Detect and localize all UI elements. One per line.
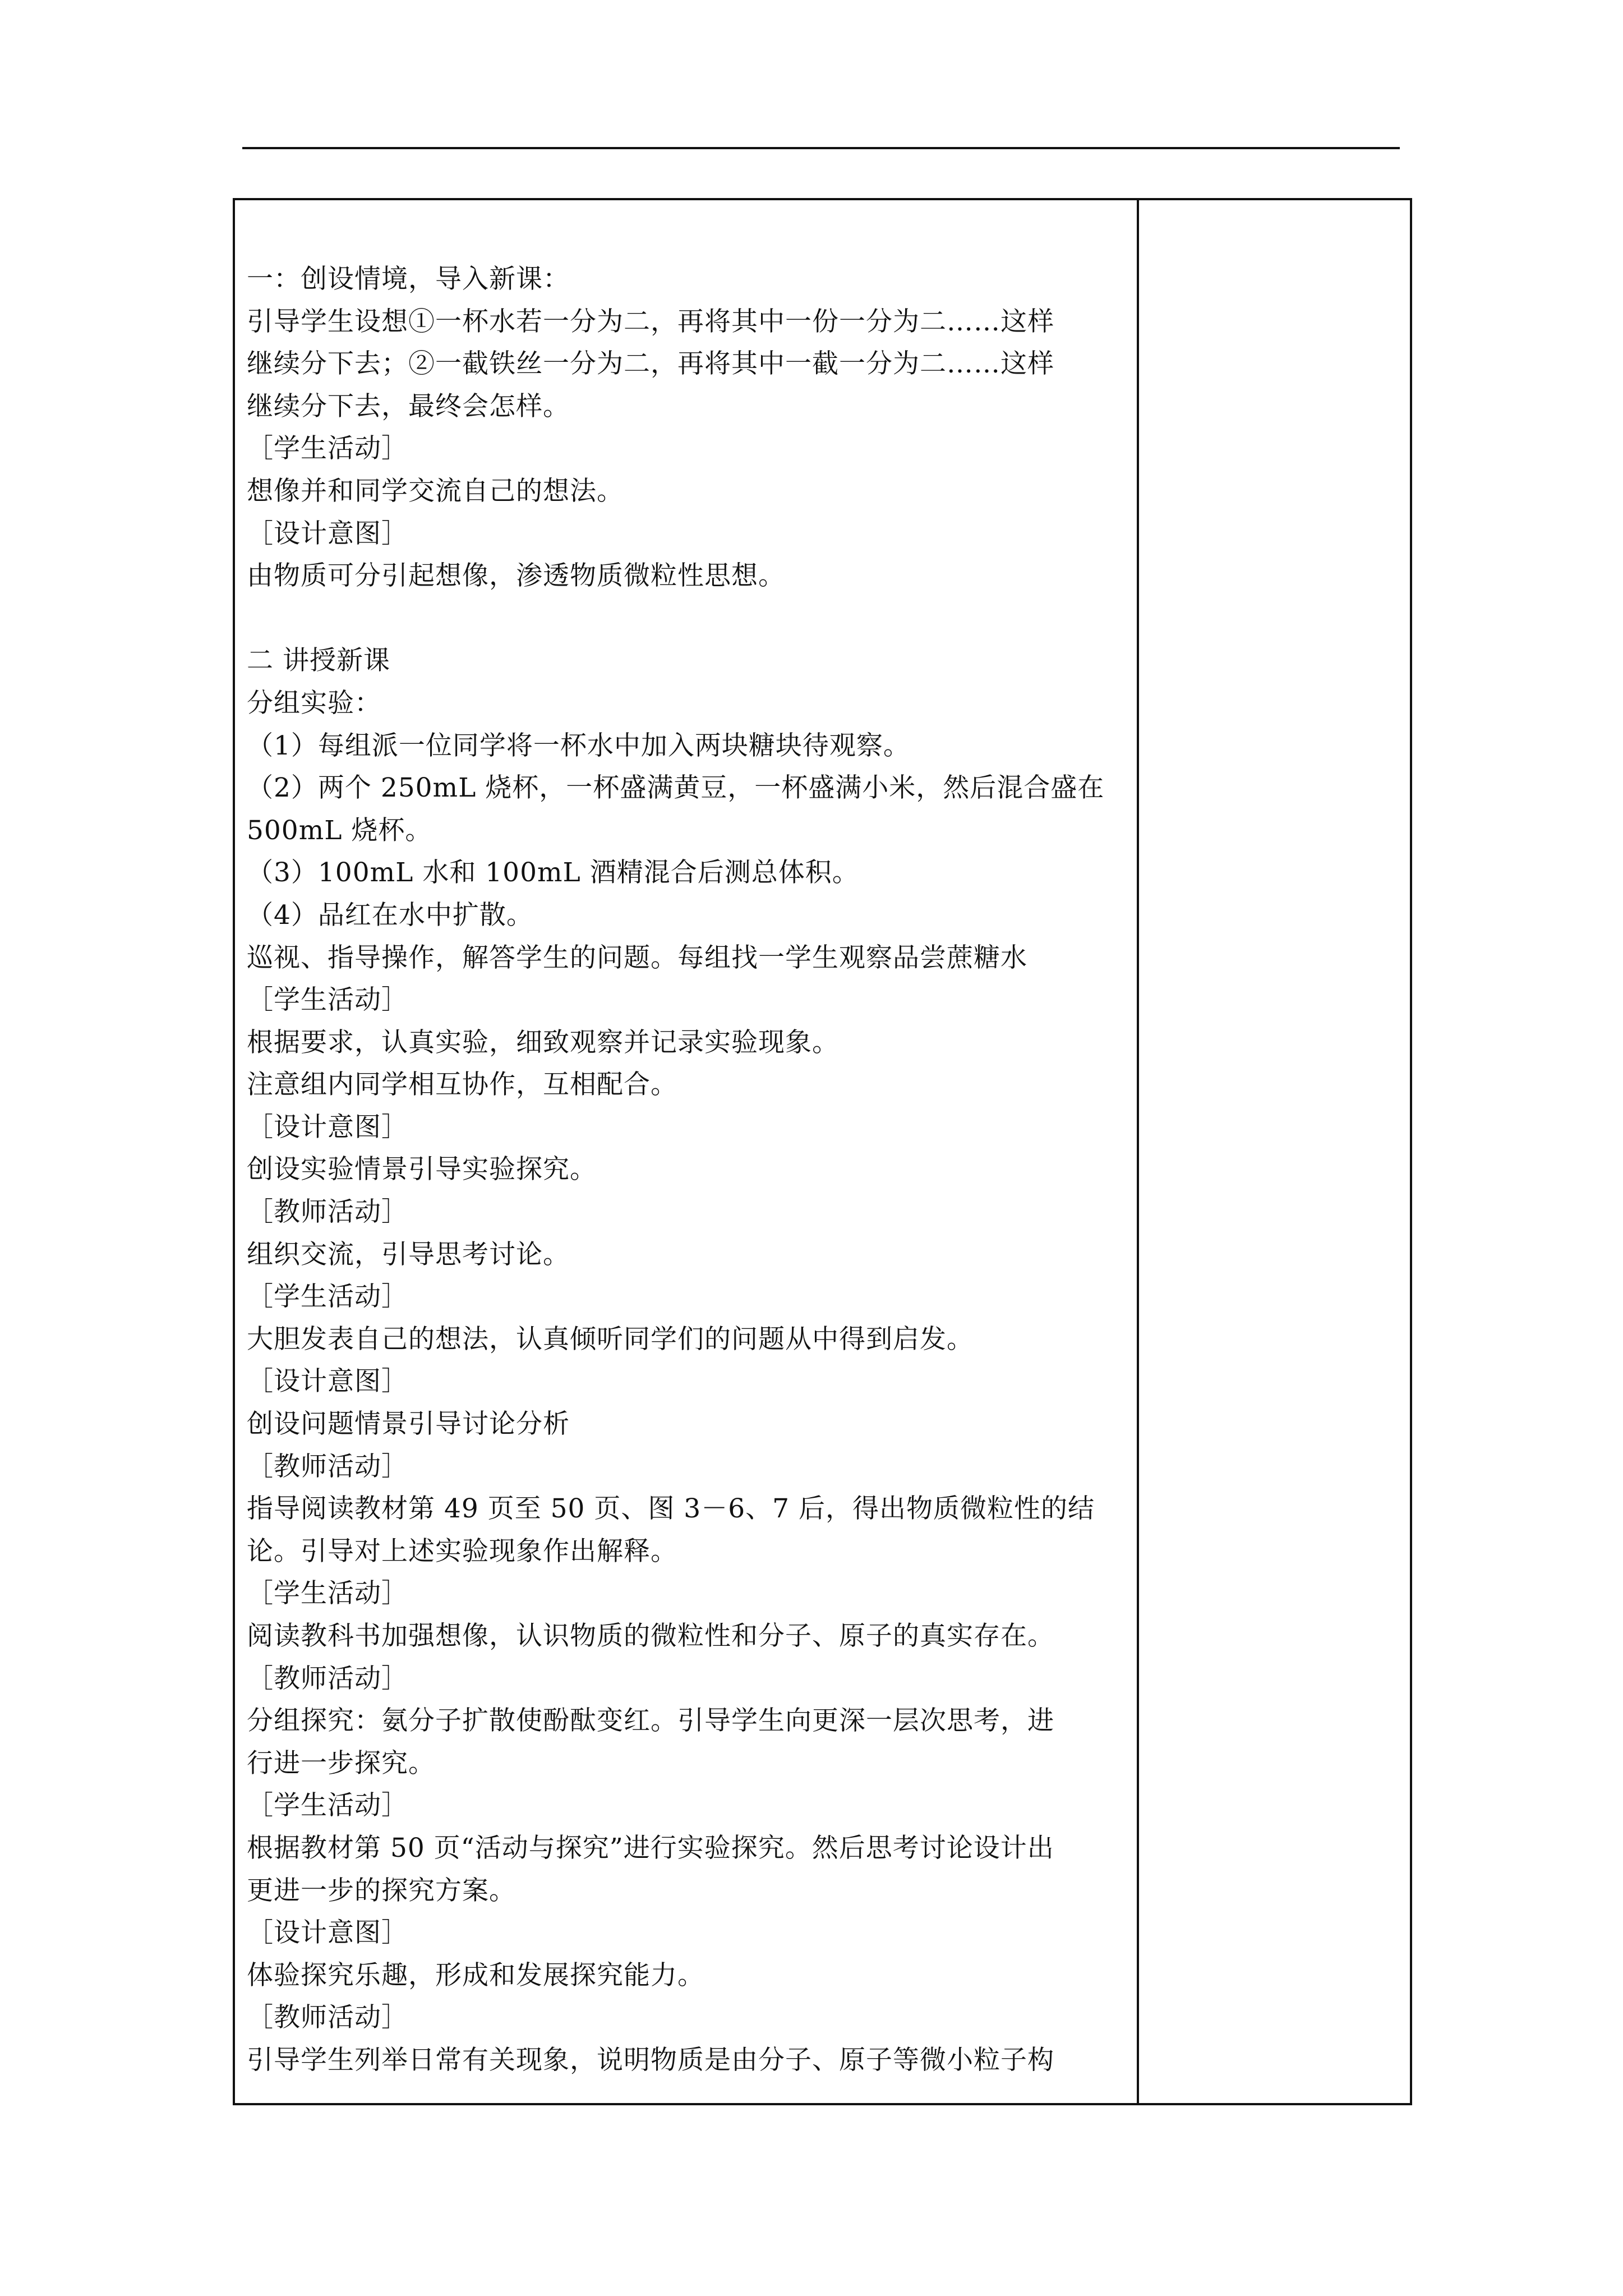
text-line: 继续分下去，最终会怎样。 xyxy=(247,390,570,422)
text-line: 想像并和同学交流自己的想法。 xyxy=(247,475,624,507)
activity-label: ［设计意图］ xyxy=(247,1111,408,1143)
notes-cell xyxy=(1139,200,1410,2103)
text-line: （2）两个 250mL 烧杯，一杯盛满黄豆，一杯盛满小米，然后混合盛在 xyxy=(247,772,1105,804)
activity-label: ［设计意图］ xyxy=(247,1917,408,1949)
text-line: （1）每组派一位同学将一杯水中加入两块糖块待观察。 xyxy=(247,730,910,761)
activity-label: ［教师活动］ xyxy=(247,1451,408,1482)
text-line: 体验探究乐趣，形成和发展探究能力。 xyxy=(247,1959,704,1991)
activity-label: ［设计意图］ xyxy=(247,1366,408,1397)
activity-label: ［学生活动］ xyxy=(247,433,408,464)
text-line: （3）100mL 水和 100mL 酒精混合后测总体积。 xyxy=(247,857,859,889)
text-line: 由物质可分引起想像，渗透物质微粒性思想。 xyxy=(247,560,785,592)
text-line: 根据要求，认真实验，细致观察并记录实验现象。 xyxy=(247,1027,839,1058)
lesson-content-cell xyxy=(247,258,1127,2101)
activity-label: ［教师活动］ xyxy=(247,2002,408,2033)
text-line: 创设问题情景引导讨论分析 xyxy=(247,1409,570,1440)
activity-label: ［学生活动］ xyxy=(247,1790,408,1821)
text-line: 阅读教科书加强想像，认识物质的微粒性和分子、原子的真实存在。 xyxy=(247,1621,1054,1651)
text-line: 行进一步探究。 xyxy=(247,1747,435,1779)
text-line: 组织交流，引导思考讨论。 xyxy=(247,1239,570,1270)
header-rule xyxy=(242,147,1400,149)
text-line: 指导阅读教材第 49 页至 50 页、图 3－6、7 后，得出物质微粒性的结 xyxy=(247,1493,1095,1525)
activity-label: ［学生活动］ xyxy=(247,1578,408,1609)
activity-label: ［学生活动］ xyxy=(247,1281,408,1313)
text-line: 引导学生列举日常有关现象，说明物质是由分子、原子等微小粒子构 xyxy=(247,2044,1054,2076)
text-line: 巡视、指导操作，解答学生的问题。每组找一学生观察品尝蔗糖水 xyxy=(247,942,1027,973)
activity-label: ［教师活动］ xyxy=(247,1197,408,1228)
text-line: 引导学生设想①一杯水若一分为二，再将其中一份一分为二……这样 xyxy=(247,306,1054,337)
blank-line xyxy=(247,597,1127,640)
text-line: 500mL 烧杯。 xyxy=(247,815,432,846)
text-line: 分组实验： xyxy=(247,687,381,719)
text-line: 继续分下去；②一截铁丝一分为二，再将其中一截一分为二……这样 xyxy=(247,348,1054,380)
text-line: （4）品红在水中扩散。 xyxy=(247,899,533,931)
section-heading: 一：创设情境，导入新课： xyxy=(247,264,570,295)
section-heading: 二 讲授新课 xyxy=(247,645,390,677)
activity-label: ［教师活动］ xyxy=(247,1663,408,1694)
text-line: 创设实验情景引导实验探究。 xyxy=(247,1154,597,1185)
text-line: 论。引导对上述实验现象作出解释。 xyxy=(247,1535,677,1567)
text-line: 根据教材第 50 页“活动与探究”进行实验探究。然后思考讨论设计出 xyxy=(247,1832,1054,1864)
text-line: 大胆发表自己的想法，认真倾听同学们的问题从中得到启发。 xyxy=(247,1323,974,1355)
activity-label: ［学生活动］ xyxy=(247,984,408,1016)
text-line: 更进一步的探究方案。 xyxy=(247,1875,516,1906)
activity-label: ［设计意图］ xyxy=(247,518,408,549)
text-line: 注意组内同学相互协作，互相配合。 xyxy=(247,1069,677,1101)
text-line: 分组探究：氨分子扩散使酚酞变红。引导学生向更深一层次思考，进 xyxy=(247,1705,1054,1737)
